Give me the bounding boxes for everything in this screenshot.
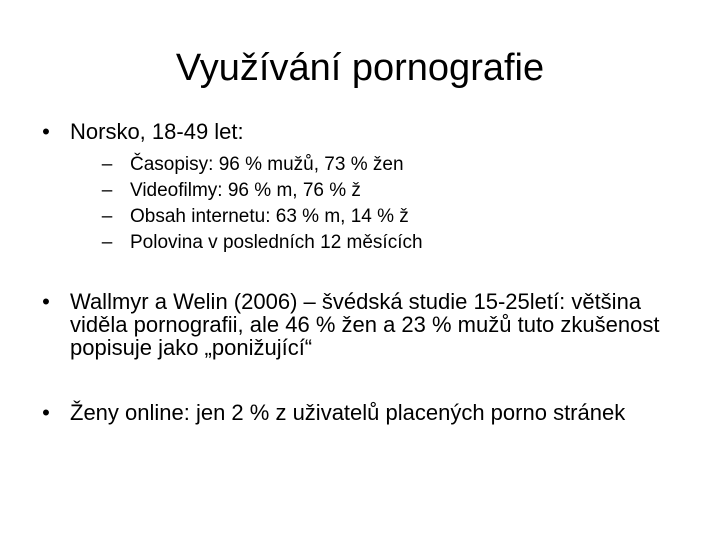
bullet-zeny-online <box>36 401 696 424</box>
bullet-wallmyr-welin <box>36 290 696 359</box>
subitem-text: Polovina v posledních 12 měsících <box>130 232 423 253</box>
slide-title: Využívání pornografie <box>175 47 545 89</box>
subitem-text: Obsah internetu: 63 % m, 14 % ž <box>130 206 409 227</box>
subitem-dash: – <box>101 154 113 175</box>
subitem-obsah-internetu <box>96 204 696 230</box>
subitem-text: Videofilmy: 96 % m, 76 % ž <box>130 180 361 201</box>
slide-content <box>36 120 696 424</box>
bullet-dot: • <box>42 289 50 314</box>
bullet-dot: • <box>42 400 50 425</box>
norsko-sublist <box>36 152 696 256</box>
subitem-text: Časopisy: 96 % mužů, 73 % žen <box>130 154 404 175</box>
subitem-dash: – <box>101 232 113 253</box>
bullet-norsko <box>36 120 696 143</box>
subitem-dash: – <box>101 206 113 227</box>
bullet-text: Wallmyr a Welin (2006) – švédská studie 15-25letí: většina viděla pornografii, ale 46 % žen a 23 % mužů tuto zkušenost popisuje jako „ponižující“ <box>70 289 660 360</box>
subitem-casopisy <box>96 152 696 178</box>
bullet-text: Ženy online: jen 2 % z uživatelů placených porno stránek <box>70 400 626 425</box>
subitem-dash: – <box>101 180 113 201</box>
bullet-text: Norsko, 18-49 let: <box>70 119 244 144</box>
subitem-videofilmy <box>96 178 696 204</box>
bullet-dot: • <box>42 119 50 144</box>
subitem-polovina <box>96 230 696 256</box>
